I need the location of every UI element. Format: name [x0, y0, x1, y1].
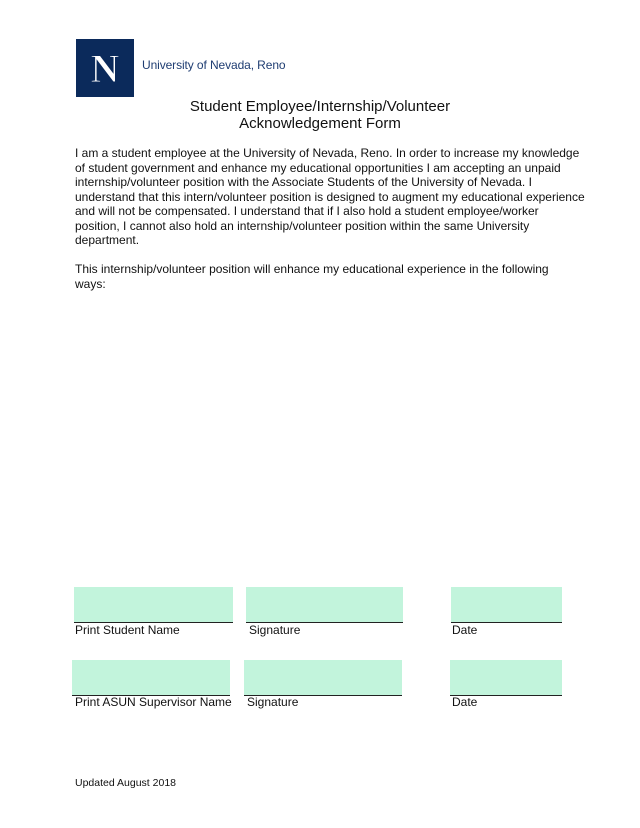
supervisor-signature-field[interactable]	[244, 660, 402, 696]
paragraph-line: understand that this intern/volunteer position is designed to augment my educational experience	[75, 189, 585, 204]
student-date-field[interactable]	[451, 587, 562, 623]
student-name-field[interactable]	[74, 587, 233, 623]
paragraph-line: of student government and enhance my educational opportunities I am accepting an unpaid	[75, 160, 561, 175]
paragraph-line: internship/volunteer position with the Associate Students of the University of Nevada. I	[75, 175, 532, 189]
institution-name: University of Nevada, Reno	[142, 58, 286, 72]
student-signature-field[interactable]	[246, 587, 403, 623]
paragraph-line: I am a student employee at the University of Nevada, Reno. In order to increase my knowledge	[75, 146, 580, 160]
supervisor-date-field[interactable]	[450, 660, 562, 696]
supervisor-date-label: Date	[452, 695, 478, 709]
acknowledgement-paragraph	[75, 146, 585, 248]
svg-text:N: N	[90, 46, 120, 91]
supervisor-signature-label: Signature	[247, 695, 299, 709]
educational-experience-prompt	[75, 262, 565, 291]
paragraph-line: ways:	[75, 276, 106, 291]
supervisor-name-field[interactable]	[72, 660, 230, 696]
university-logo	[76, 39, 134, 97]
paragraph-line: This internship/volunteer position will enhance my educational experience in the following	[75, 262, 549, 276]
form-title-line-1: Student Employee/Internship/Volunteer	[189, 98, 451, 115]
paragraph-line: department.	[75, 233, 140, 247]
paragraph-line: position, I cannot also hold an internship/volunteer position within the same University	[75, 218, 530, 233]
student-signature-label: Signature	[249, 623, 301, 637]
paragraph-line: and will not be compensated. I understand that if I also hold a student employee/worker	[75, 204, 539, 218]
form-title-line-2: Acknowledgement Form	[239, 115, 401, 132]
n-logo-icon	[76, 39, 134, 97]
updated-date-footer: Updated August 2018	[75, 777, 177, 789]
student-date-label: Date	[452, 623, 478, 637]
student-name-label: Print Student Name	[75, 623, 180, 637]
supervisor-name-label: Print ASUN Supervisor Name	[75, 695, 232, 709]
